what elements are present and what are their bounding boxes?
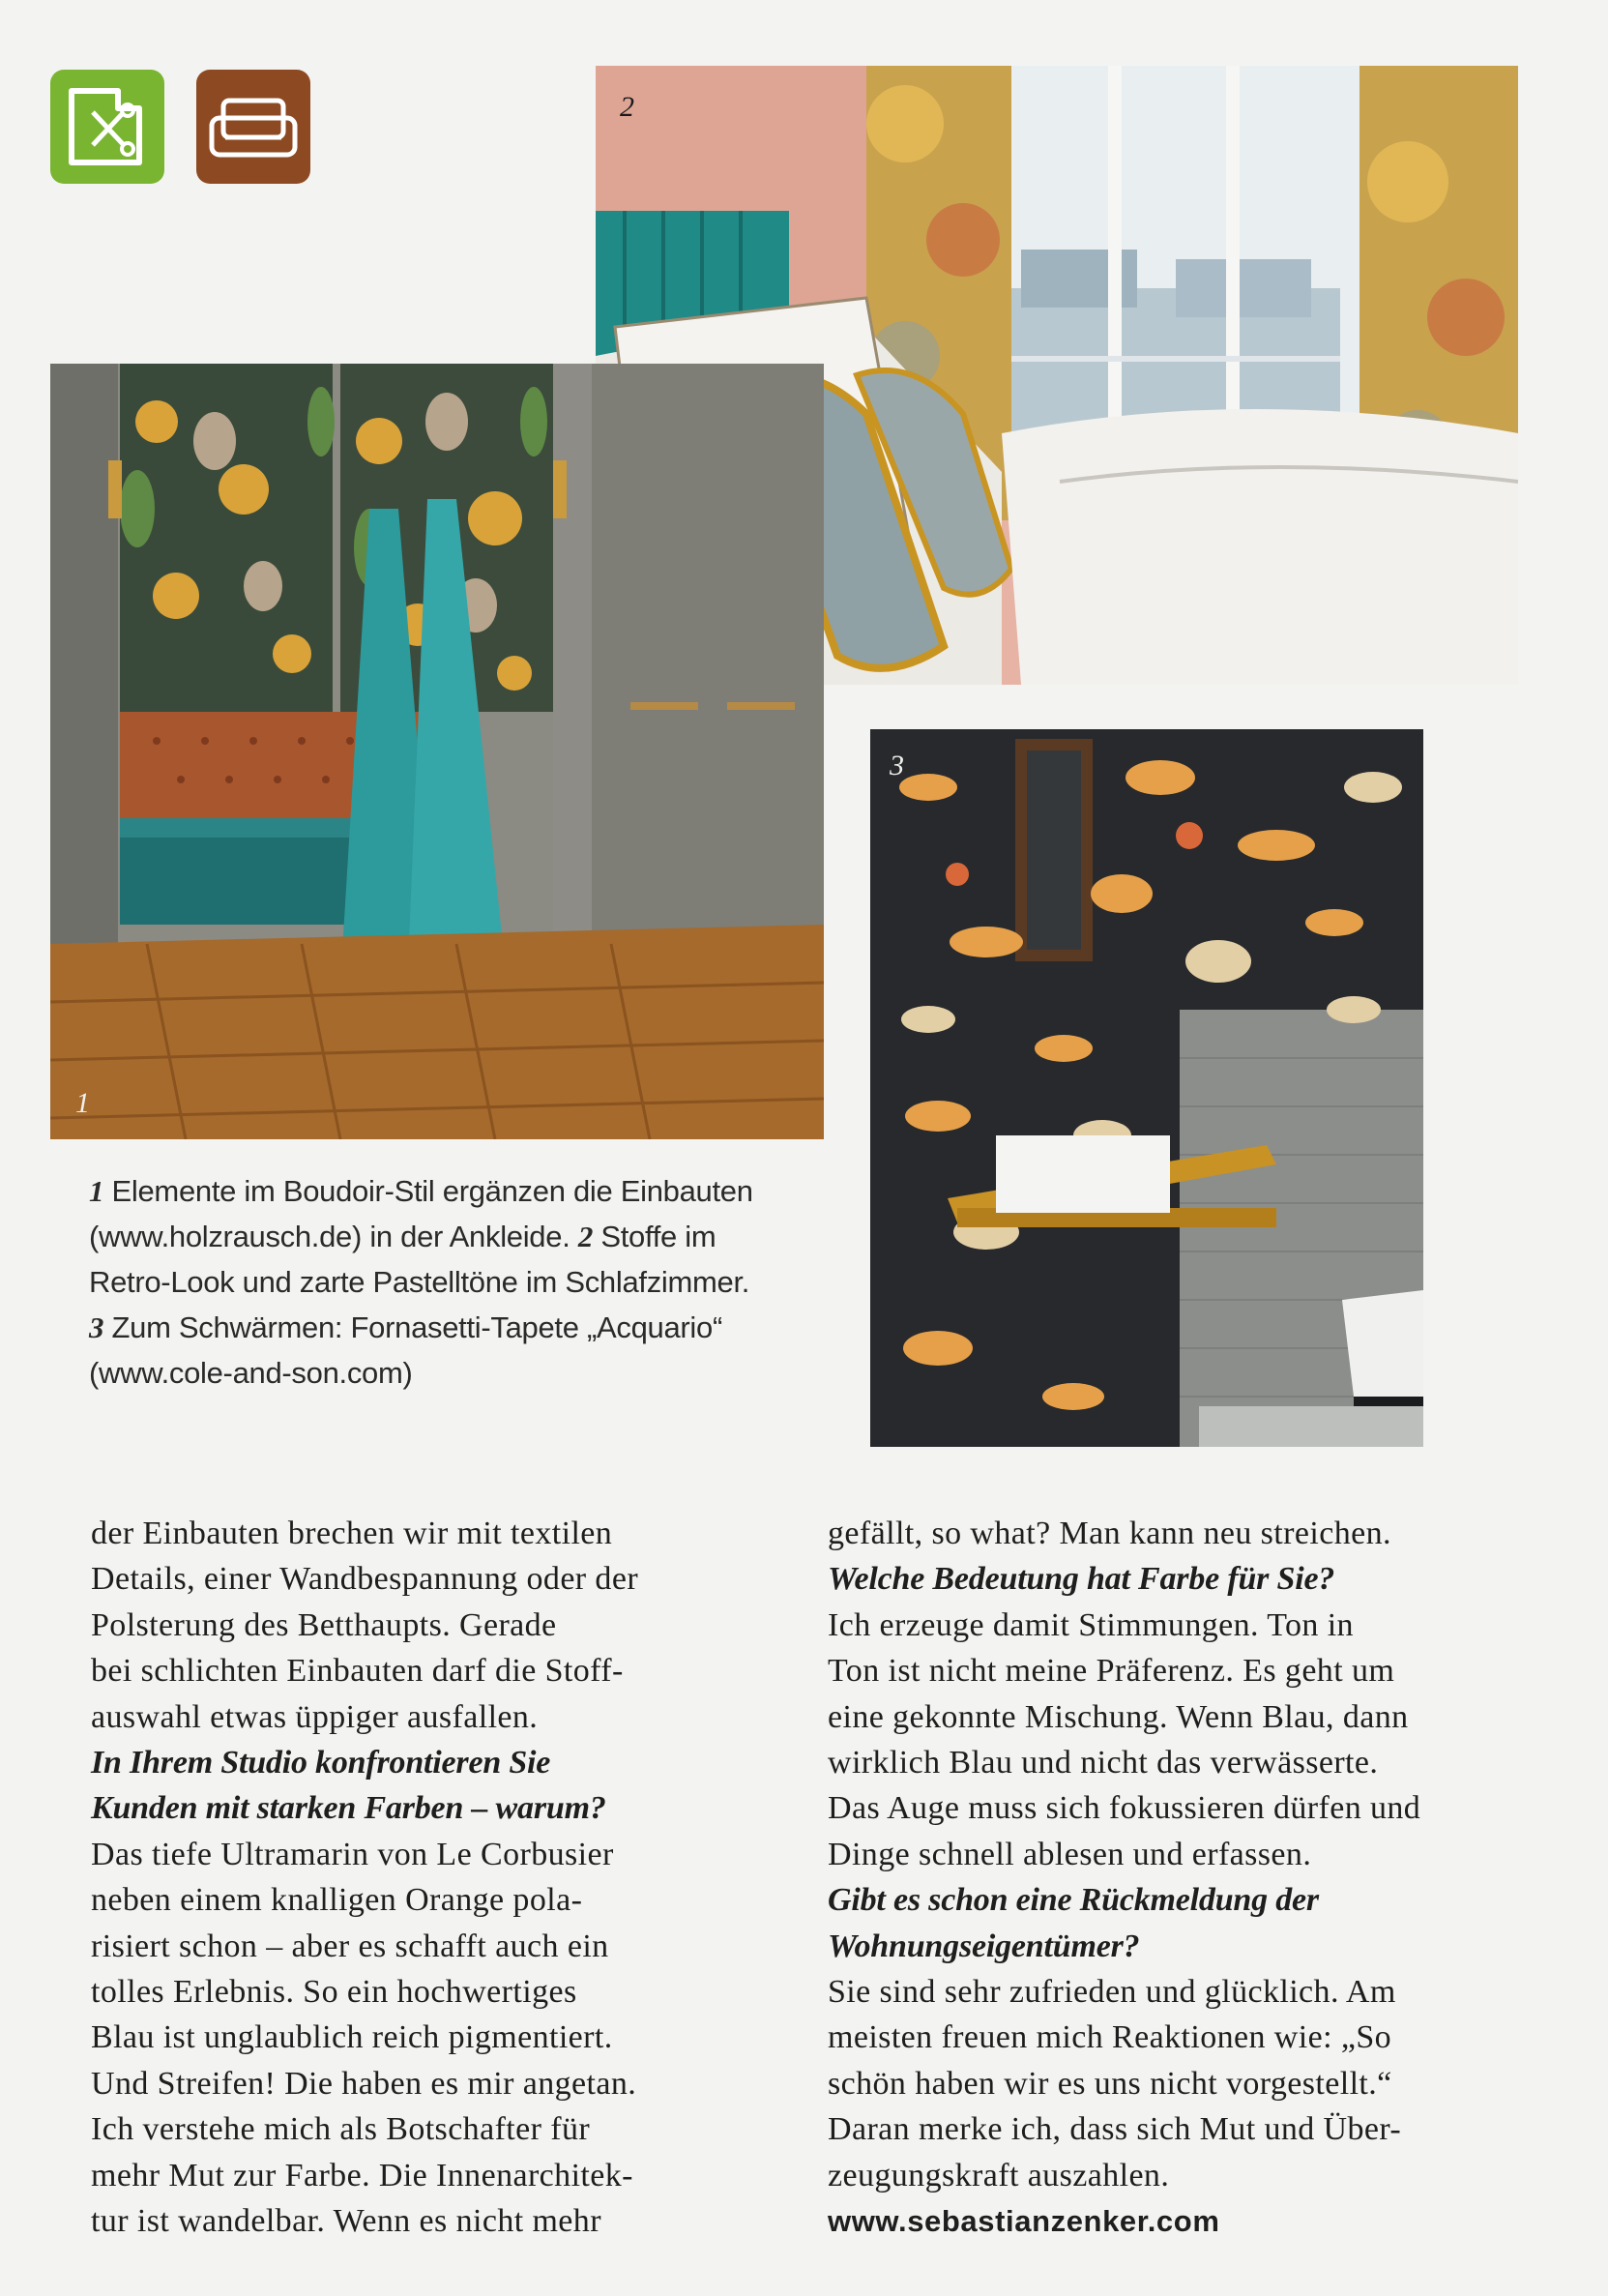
text-line: Polsterung des Betthaupts. Gerade (91, 1606, 557, 1643)
text-line: auswahl etwas üppiger ausfallen. (91, 1698, 539, 1735)
caption-line: 3 Zum Schwärmen: Fornasetti-Tapete „Acquario“ (89, 1310, 722, 1344)
text-line: Blau ist unglaublich reich pigmentiert. (91, 2019, 613, 2056)
text-line: Ich erzeuge damit Stimmungen. Ton in (828, 1606, 1354, 1643)
sofa-icon (196, 70, 310, 184)
text-line: bei schlichten Einbauten darf die Stoff- (91, 1653, 624, 1690)
text-line: schön haben wir es uns nicht vorgestellt.“ (828, 2065, 1392, 2102)
interview-question: In Ihrem Studio konfrontieren Sie (91, 1745, 551, 1781)
text-line: Ich verstehe mich als Botschafter für (91, 2111, 591, 2148)
photo-dressing-room (50, 364, 824, 1139)
text-line: Sie sind sehr zufrieden und glücklich. Am (828, 1974, 1396, 2011)
text-line: Dinge schnell ablesen und erfassen. (828, 1836, 1312, 1872)
text-line: neben einem knalligen Orange pola- (91, 1882, 583, 1919)
interview-question: Gibt es schon eine Rückmeldung der (828, 1882, 1319, 1919)
text-line: Ton ist nicht meine Präferenz. Es geht um (828, 1653, 1395, 1690)
text-line: Daran merke ich, dass sich Mut und Über- (828, 2111, 1402, 2148)
photo-number-2: 2 (620, 91, 634, 123)
article-column-left (91, 1511, 787, 2245)
interview-question: Kunden mit starken Farben – warum? (91, 1790, 606, 1827)
caption-line: (www.holzrausch.de) in der Ankleide. 2 Stoffe im (89, 1220, 716, 1253)
text-line: meisten freuen mich Reaktionen wie: „So (828, 2019, 1392, 2056)
caption-line: 1 Elemente im Boudoir-Stil ergänzen die Einbauten (89, 1174, 753, 1208)
photo-bathroom (870, 729, 1423, 1447)
caption-line: (www.cole-and-son.com) (89, 1356, 413, 1390)
photo-number-3: 3 (890, 750, 904, 781)
caption-line: Retro-Look und zarte Pastelltöne im Schlafzimmer. (89, 1265, 750, 1299)
fabric-scissors-icon (50, 70, 164, 184)
article-column-right (828, 1511, 1524, 2245)
text-line: gefällt, so what? Man kann neu streichen. (828, 1516, 1391, 1551)
text-line: Und Streifen! Die haben es mir angetan. (91, 2065, 637, 2102)
interview-question: Welche Bedeutung hat Farbe für Sie? (828, 1561, 1335, 1598)
text-line: Details, einer Wandbespannung oder der (91, 1561, 639, 1598)
text-line: eine gekonnte Mischung. Wenn Blau, dann (828, 1698, 1409, 1735)
text-line: zeugungskraft auszahlen. (828, 2157, 1170, 2193)
text-line: Das tiefe Ultramarin von Le Corbusier (91, 1836, 614, 1872)
text-line: risiert schon – aber es schafft auch ein (91, 1928, 609, 1964)
text-line: tolles Erlebnis. So ein hochwertiges (91, 1974, 577, 2011)
text-line: Das Auge muss sich fokussieren dürfen und (828, 1790, 1421, 1827)
photo-caption (89, 1168, 824, 1396)
text-line: tur ist wandelbar. Wenn es nicht mehr (91, 2203, 601, 2240)
text-line: wirklich Blau und nicht das verwässerte. (828, 1745, 1379, 1781)
website-link[interactable]: www.sebastianzenker.com (828, 2204, 1220, 2239)
photo-number-1: 1 (75, 1087, 90, 1119)
text-line: der Einbauten brechen wir mit textilen (91, 1516, 613, 1551)
text-line: mehr Mut zur Farbe. Die Innenarchitek- (91, 2157, 633, 2193)
interview-question: Wohnungseigentümer? (828, 1928, 1140, 1964)
